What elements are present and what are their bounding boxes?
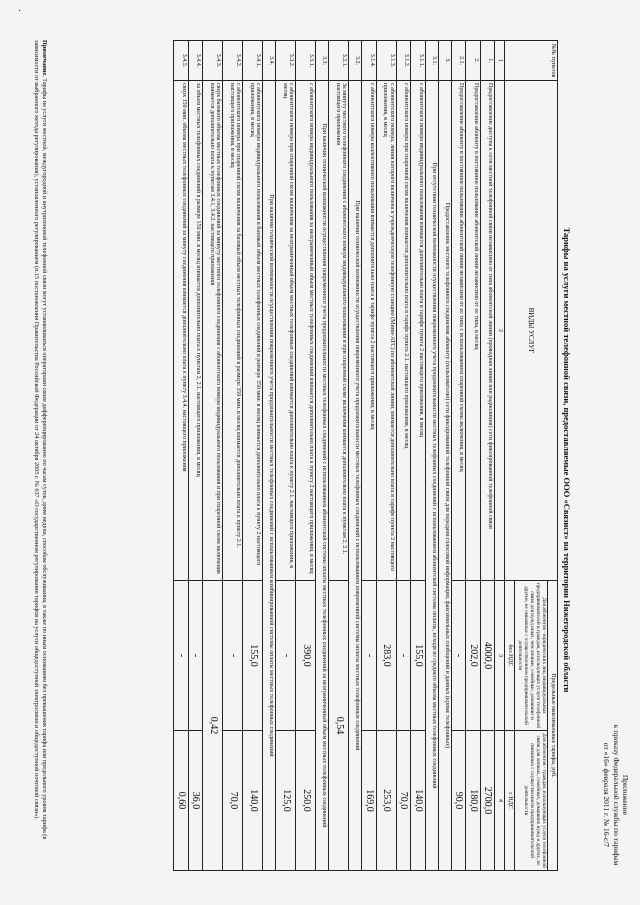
row-number: 3.3.2. [276, 41, 296, 81]
row-tariff-citizens: 250,0 [296, 731, 316, 871]
row-number: 3.3.1. [296, 41, 316, 81]
row-number: 2. [466, 41, 481, 81]
table-row [263, 41, 276, 871]
table-row [376, 41, 396, 871]
row-number: 3.1.2. [396, 41, 411, 81]
row-service: с абонентского номера, линия которого включена в учрежденческую телефонную станцию (Мини-АТС) по абонентской линии, взимается дополнительно плата в тарифе пункта 2 настоящего приложения, в месяц [376, 81, 396, 581]
col-index-2: 2 [495, 81, 505, 581]
row-service: с абонентского номера при спаренной схеме включения за неограниченный объем местных телефонных соединений взимается дополнительно плата к пункту 2.1. настоящего приложения, в месяц [276, 81, 296, 581]
row-tariff-citizens: 2700,0 [480, 731, 495, 871]
appendix-header [602, 700, 630, 890]
col-legal-sub: без НДС [505, 581, 515, 731]
row-tariff-legal: 155,0 [243, 581, 263, 731]
table-row [451, 41, 466, 871]
table-row [223, 41, 243, 871]
row-tariff-legal: 155,0 [411, 581, 426, 731]
table-row [438, 41, 451, 871]
row-tariff-legal: 390,0 [296, 581, 316, 731]
table-row [466, 41, 481, 871]
row-tariff-citizens: 180,0 [466, 731, 481, 871]
table-row [203, 41, 223, 871]
row-service: При отсутствии технической возможности осуществления повременного учета продолжительности местных телефонных соединений с использованием абонентской системы оплаты, исходя из среднего объема местных телефонных соединений [425, 81, 438, 871]
table-row [174, 41, 189, 871]
row-number: 3.4.1. [243, 41, 263, 81]
row-tariff-citizens: 140,0 [243, 731, 263, 871]
notes [33, 40, 49, 870]
table-row [480, 41, 495, 871]
table-row [188, 41, 203, 871]
header-line-1: Приложение [621, 774, 630, 816]
row-number: 3.1.3. [376, 41, 396, 81]
row-service: с абонентского номера индивидуального пользования взимается дополнительно плата в тарифе пункта 2 настоящего приложения, в месяц [411, 81, 426, 581]
row-number: 3.2.1. [329, 41, 349, 81]
row-tariff-legal: - [362, 581, 377, 731]
row-tariff-citizens: 70,0 [223, 731, 243, 871]
col-index-3: 3 [495, 581, 505, 731]
row-tariff-legal: - [396, 581, 411, 731]
row-tariff-legal: - [188, 581, 203, 731]
row-tariff-legal: - [451, 581, 466, 731]
row-tariff-legal: - [223, 581, 243, 731]
row-service: Предоставление доступа к сети местной телефонной связи независимо от типа абонентской линии (проводная линия или радиолиния) сети фиксированной телефонной связи [480, 81, 495, 581]
row-service: За минуту местного телефонного соединения с абонентского номера индивидуального пользования и при спаренной схеме включения взимается дополнительно плата к пунктам 2, 2.1. настоящего приложения [329, 81, 349, 581]
row-number: 3.1. [425, 41, 438, 81]
table-row [316, 41, 329, 871]
row-service: При наличии технической возможности осуществления повременного учета продолжительности местных телефонных соединений с использованием повременной системы оплаты местных телефонных соединений [349, 81, 362, 871]
col-header-num: №№ пунктов [505, 41, 558, 81]
row-service: с абонентского номера коллективного пользования взимается дополнительно плата в тарифе пункта 2 настоящего приложения, в месяц [362, 81, 377, 581]
row-service: с абонентского номера при спаренной схеме включения за базовый объем местных телефонных соединений в размере 350 мин. в месяц взимается дополнительно плата к пункту 2.1. настоящего приложения, в месяц [223, 81, 243, 581]
row-number: 3.3. [316, 41, 329, 81]
row-number: 3.4.3. [203, 41, 223, 81]
row-tariff-legal: 4000,0 [480, 581, 495, 731]
row-number: 2.1. [451, 41, 466, 81]
table-row [243, 41, 263, 871]
table-row [396, 41, 411, 871]
table-row [296, 41, 316, 871]
document-title: Тарифы на услуги местной телефонной связи, предоставляемые ООО «Связист» на территории Нижегородской области [562, 227, 572, 693]
row-service: с абонентского номера индивидуального пользования в базовый объем местных телефонных соединений в размере 350 мин. в месяц взимается дополнительно плата к пункту 2 настоящего приложения, в месяц [243, 81, 263, 581]
row-tariff-citizens: 0,60 [174, 731, 189, 871]
notes-label: Примечание. [41, 40, 48, 77]
row-service: При наличии технической возможности осуществления повременного учета продолжительности местных телефонных соединений с использованием абонентской системы оплаты местных телефонных соединений за неограниченный объем местных телефонных соединений [316, 81, 329, 871]
row-service: Предоставление абоненту в постоянное пользование абонентской линии независимо от ее типа с использованием спаренной схемы включения, в месяц [451, 81, 466, 581]
row-number: 3.1.1. [411, 41, 426, 81]
row-tariff-citizens: 70,0 [396, 731, 411, 871]
scan-mark: · [18, 6, 22, 17]
row-number: 1. [480, 41, 495, 81]
row-tariff-citizens: 169,0 [362, 731, 377, 871]
row-tariff-legal: 283,0 [376, 581, 396, 731]
row-service: с абонентского номера индивидуального пользования за неограниченный объем местных телефонных соединений взимается дополнительно плата к пункту 2 настоящего приложения, в месяц [296, 81, 316, 581]
row-tariff-combined: 0,54 [329, 581, 349, 871]
row-number: 3.4.4. [188, 41, 203, 81]
row-tariff-legal: 202,0 [466, 581, 481, 731]
header-line-2: к приказу Федеральной службы по тарифам [611, 724, 621, 866]
col-citizens-sub: с НДС [505, 731, 515, 871]
col-index-4: 4 [495, 731, 505, 871]
col-header-legal: Для абонентов - юридических лиц, индивидуальных предпринимателей и граждан, использующих услуги телефонной связи для нужд иных, чем личные, семейные, домашние и другие, не связанные с осуществлением предпринимательской деятельности [515, 581, 548, 731]
row-tariff-citizens: 90,0 [451, 731, 466, 871]
row-tariff-citizens: 140,0 [411, 731, 426, 871]
table-row [411, 41, 426, 871]
row-service: с абонентского номера при спаренной схеме включения взимается дополнительно плата в тарифе пункта 2.1. настоящего приложения, в месяц [396, 81, 411, 581]
row-service: за объем местных телефонных соединений в размере 150 мин. в месяц взимается дополнительно плата к пунктам 2, 2.1. настоящего приложения, в месяц [188, 81, 203, 581]
row-tariff-legal: - [174, 581, 189, 731]
row-service: При наличии технической возможности осуществления повременного учета продолжительности местных телефонных соединений с использованием комбинированной системы оплаты местных телефонных соединений [263, 81, 276, 871]
table-body [174, 41, 495, 871]
col-header-tariffs: Предельные максимальные тарифы, руб. [548, 581, 558, 871]
table-row [425, 41, 438, 871]
row-number: 3.4.2. [223, 41, 243, 81]
row-tariff-legal: - [276, 581, 296, 731]
row-service: сверх 150 мин. объема местных телефонных соединений за минуту соединения взимается дополнительно плата к пункту 3.4.4. настоящего приложения [174, 81, 189, 581]
row-service: Предоставление местного телефонного соединения абоненту (пользователю) сети фиксированной телефонной связи для передачи голосовой информации, факсимильных сообщений и данных (кроме телефонных) [438, 81, 451, 871]
table-row [329, 41, 349, 871]
row-service: сверх базового объема местных телефонных соединений за минуту местного телефонного соединения с абонентского номера индивидуального пользования и при спаренной схеме включения взимается дополнительно плата к пунктам 3.4.1, 3.4.2. настоящего приложения [203, 81, 223, 581]
col-header-services: ВИДЫ УСЛУГ [505, 81, 558, 581]
row-tariff-citizens: 125,0 [276, 731, 296, 871]
row-tariff-citizens: 36,0 [188, 731, 203, 871]
row-tariff-combined: 0,42 [203, 581, 223, 871]
notes-text: Тарифы на услуги местной, междугородной и внутризоновой телефонной связи могут устанавливаться операторами связи дифференцированно по часам суток, дням недели, способам обслуживания, в также по иным основаниям без превышения тарифа или предельного уровня тарифа (в зависимости от выбранного метода регулирования), установленного регулированием (п.15 постановления Правительства Российской Федерации от 24 октября 2005 г. № 637 «О государственном регулировании тарифов на услуги общедоступной электросвязи и общедоступной почтовой связи»). [33, 40, 48, 840]
tariff-table [173, 40, 558, 871]
table-row [362, 41, 377, 871]
row-number: 3.2. [349, 41, 362, 81]
col-index-1: 1 [495, 41, 505, 81]
row-number: 3.4. [263, 41, 276, 81]
row-number: 3. [438, 41, 451, 81]
table-row [276, 41, 296, 871]
row-number: 3.1.4. [362, 41, 377, 81]
row-service: Предоставление абоненту в постоянное пользование абонентской линии независимо от ее типа, в месяц [466, 81, 481, 581]
row-number: 3.4.5. [174, 41, 189, 81]
table-row [349, 41, 362, 871]
col-header-citizens: Для абонентов - граждан, использующих услуги телефонной связи для личных, семейных, домашних нужд и других, не связанных с осуществлением предпринимательской деятельности [515, 731, 548, 871]
header-line-3: от «16» февраля 2011 г. № 16-с/7 [602, 742, 612, 848]
row-tariff-citizens: 253,0 [376, 731, 396, 871]
